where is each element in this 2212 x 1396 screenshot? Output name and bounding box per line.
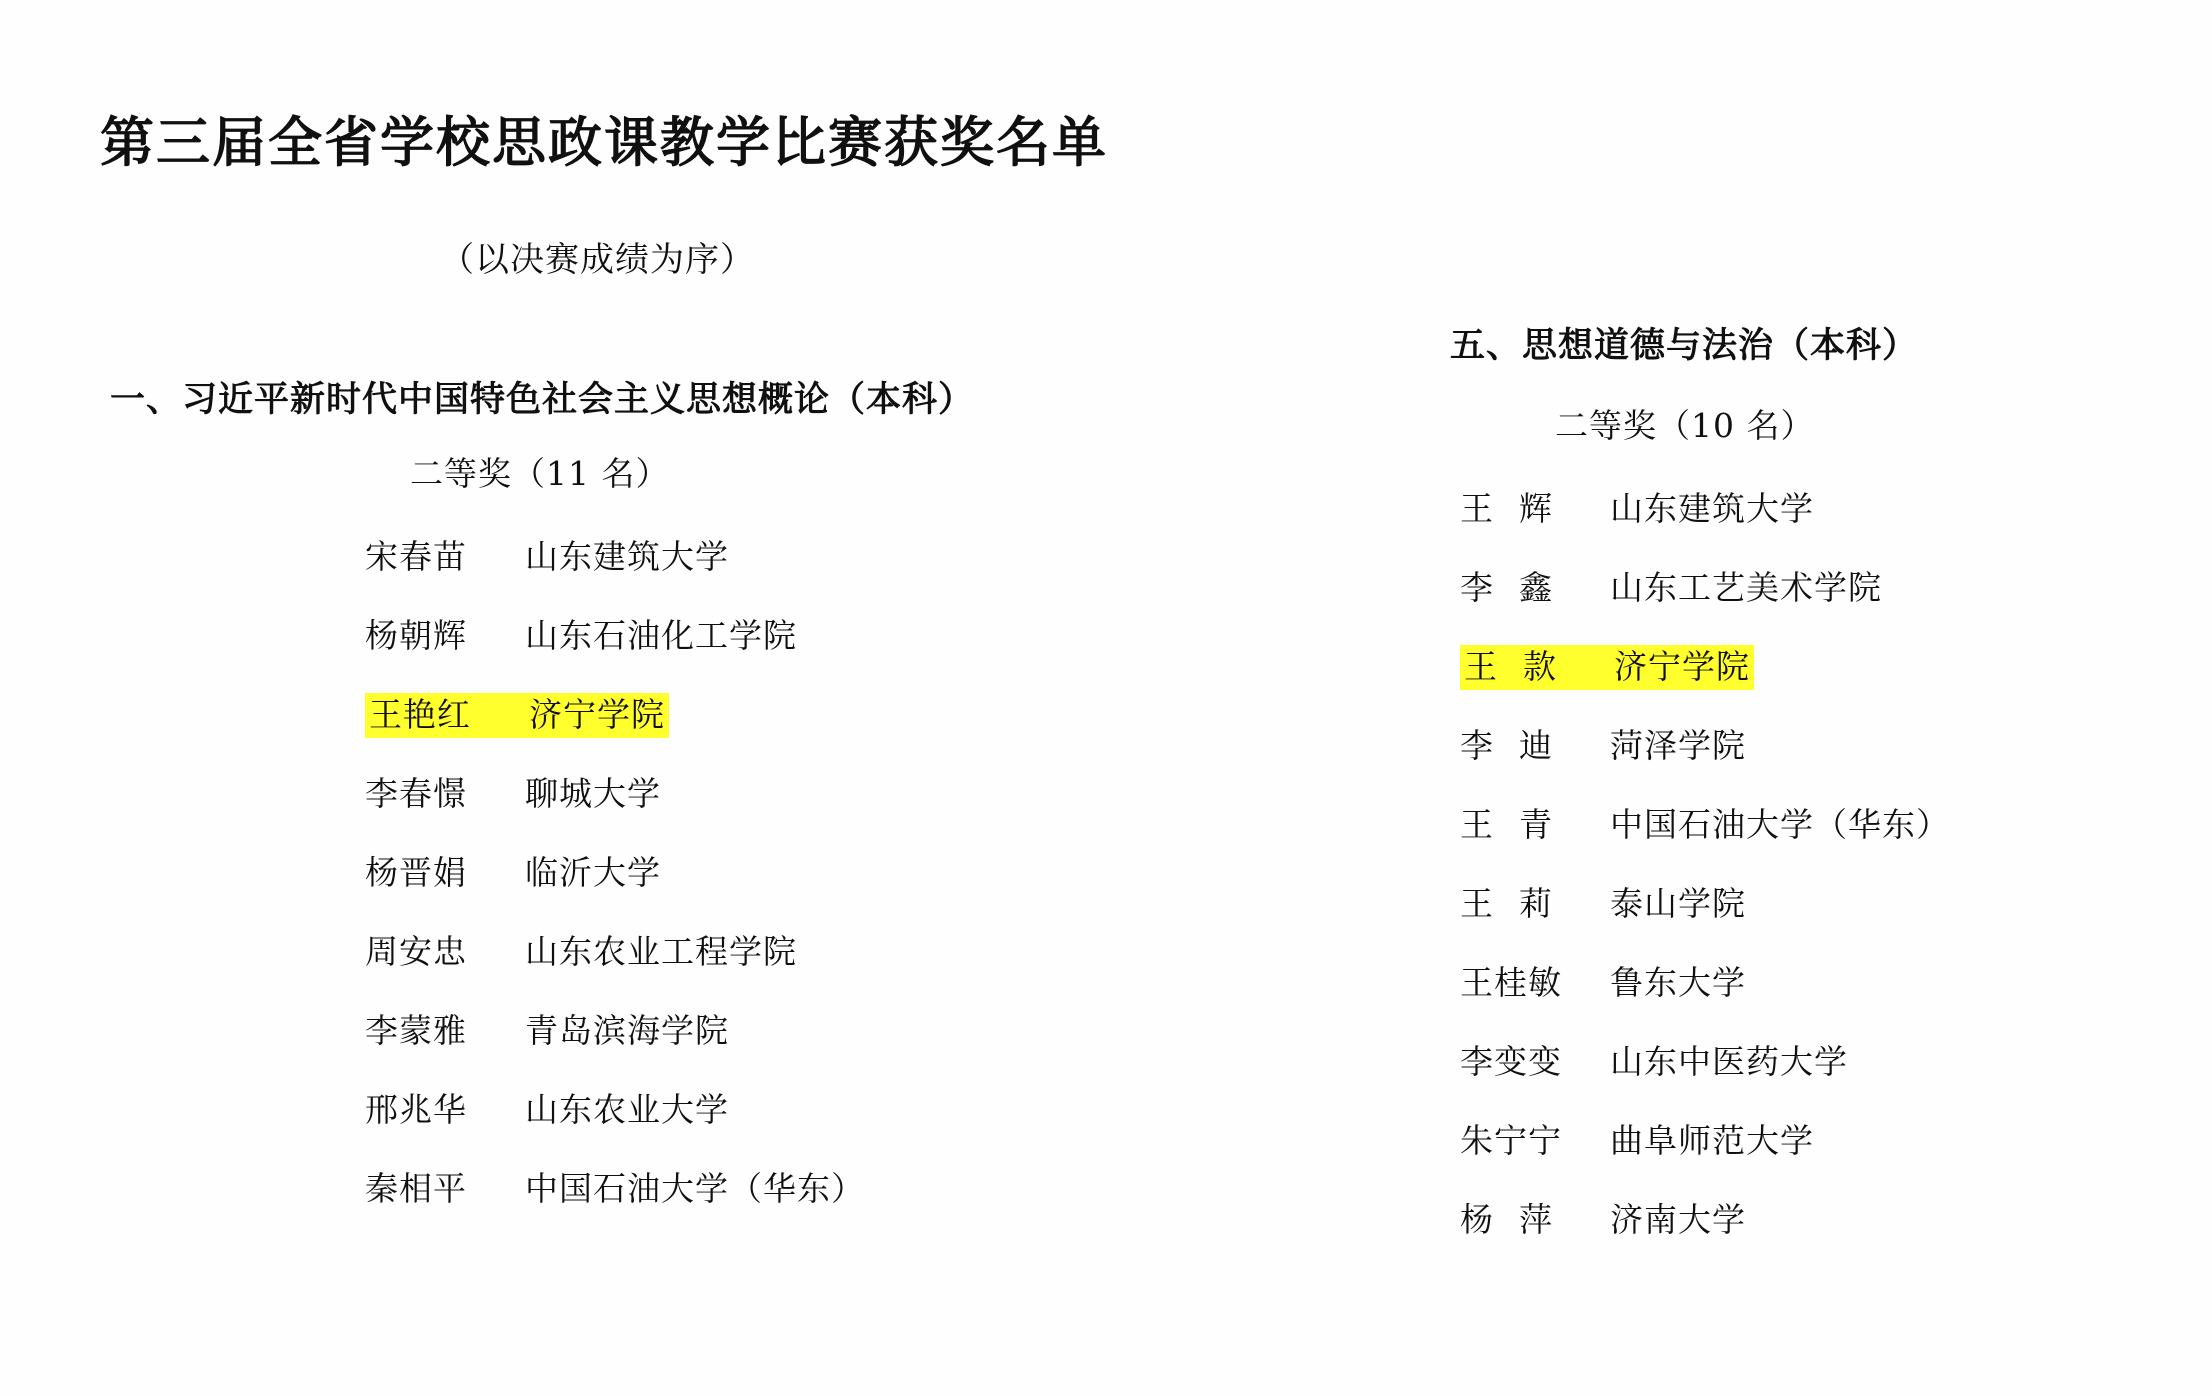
winner-name: 王艳红: [369, 695, 471, 734]
section-heading-5: 五、思想道德与法治（本科）: [1450, 325, 1919, 366]
award-list-1: [365, 537, 865, 1251]
award-label-5: 二等奖（10 名）: [1555, 406, 1815, 445]
list-item: [365, 616, 865, 655]
winner-name: 王款: [1464, 647, 1582, 686]
list-item: [365, 853, 865, 892]
winner-school: 山东建筑大学: [1610, 489, 1814, 528]
list-item: [1460, 884, 1950, 923]
winner-school: 山东建筑大学: [525, 537, 729, 576]
page-title: 第三届全省学校思政课教学比赛获奖名单: [100, 110, 1108, 174]
winner-name: 李迪: [1460, 726, 1578, 765]
winner-school: 中国石油大学（华东）: [525, 1169, 865, 1208]
winner-school: 菏泽学院: [1610, 726, 1746, 765]
list-item: [365, 1011, 865, 1050]
list-item: [1460, 1121, 1950, 1160]
winner-school: 泰山学院: [1610, 884, 1746, 923]
list-item: [365, 932, 865, 971]
list-item: [1460, 568, 1950, 607]
winner-name: 宋春苗: [365, 537, 467, 576]
list-item: [365, 537, 865, 576]
winner-name: 杨朝辉: [365, 616, 467, 655]
award-label-1: 二等奖（11 名）: [410, 454, 670, 493]
winner-school: 山东中医药大学: [1610, 1042, 1848, 1081]
winner-school: 山东工艺美术学院: [1610, 568, 1882, 607]
winner-name: 朱宁宁: [1460, 1121, 1562, 1160]
list-item: [365, 1090, 865, 1129]
winner-name: 杨萍: [1460, 1200, 1578, 1239]
award-list-5: [1460, 489, 1950, 1282]
winner-school: 山东农业工程学院: [525, 932, 797, 971]
winner-school: 济宁学院: [529, 695, 665, 734]
winner-name: 王辉: [1460, 489, 1578, 528]
list-item: [1460, 726, 1950, 765]
winner-name: 邢兆华: [365, 1090, 467, 1129]
winner-name: 杨晋娟: [365, 853, 467, 892]
list-item: [1460, 489, 1950, 528]
list-item: [1460, 963, 1950, 1002]
winner-school: 济南大学: [1610, 1200, 1746, 1239]
list-item: [1460, 1042, 1950, 1081]
list-item: [365, 774, 865, 813]
winner-school: 中国石油大学（华东）: [1610, 805, 1950, 844]
section-heading-1: 一、习近平新时代中国特色社会主义思想概论（本科）: [110, 379, 975, 420]
winner-school: 聊城大学: [525, 774, 661, 813]
winner-school: 临沂大学: [525, 853, 661, 892]
list-item: [1460, 805, 1950, 844]
winner-name: 王青: [1460, 805, 1578, 844]
list-item: [1460, 1200, 1950, 1239]
list-item: [365, 1169, 865, 1208]
winner-school: 鲁东大学: [1610, 963, 1746, 1002]
winner-name: 李鑫: [1460, 568, 1578, 607]
page-subtitle: （以决赛成绩为序）: [440, 240, 755, 280]
winner-name: 秦相平: [365, 1169, 467, 1208]
winner-name: 李春憬: [365, 774, 467, 813]
winner-school: 山东石油化工学院: [525, 616, 797, 655]
winner-school: 山东农业大学: [525, 1090, 729, 1129]
winner-name: 王桂敏: [1460, 963, 1562, 1002]
list-item-highlighted: [365, 695, 865, 734]
winner-name: 李变变: [1460, 1042, 1562, 1081]
list-item-highlighted: [1460, 647, 1950, 686]
winner-name: 李蒙雅: [365, 1011, 467, 1050]
winner-school: 曲阜师范大学: [1610, 1121, 1814, 1160]
winner-name: 王莉: [1460, 884, 1578, 923]
winner-school: 济宁学院: [1614, 647, 1750, 686]
winner-school: 青岛滨海学院: [525, 1011, 729, 1050]
winner-name: 周安忠: [365, 932, 467, 971]
